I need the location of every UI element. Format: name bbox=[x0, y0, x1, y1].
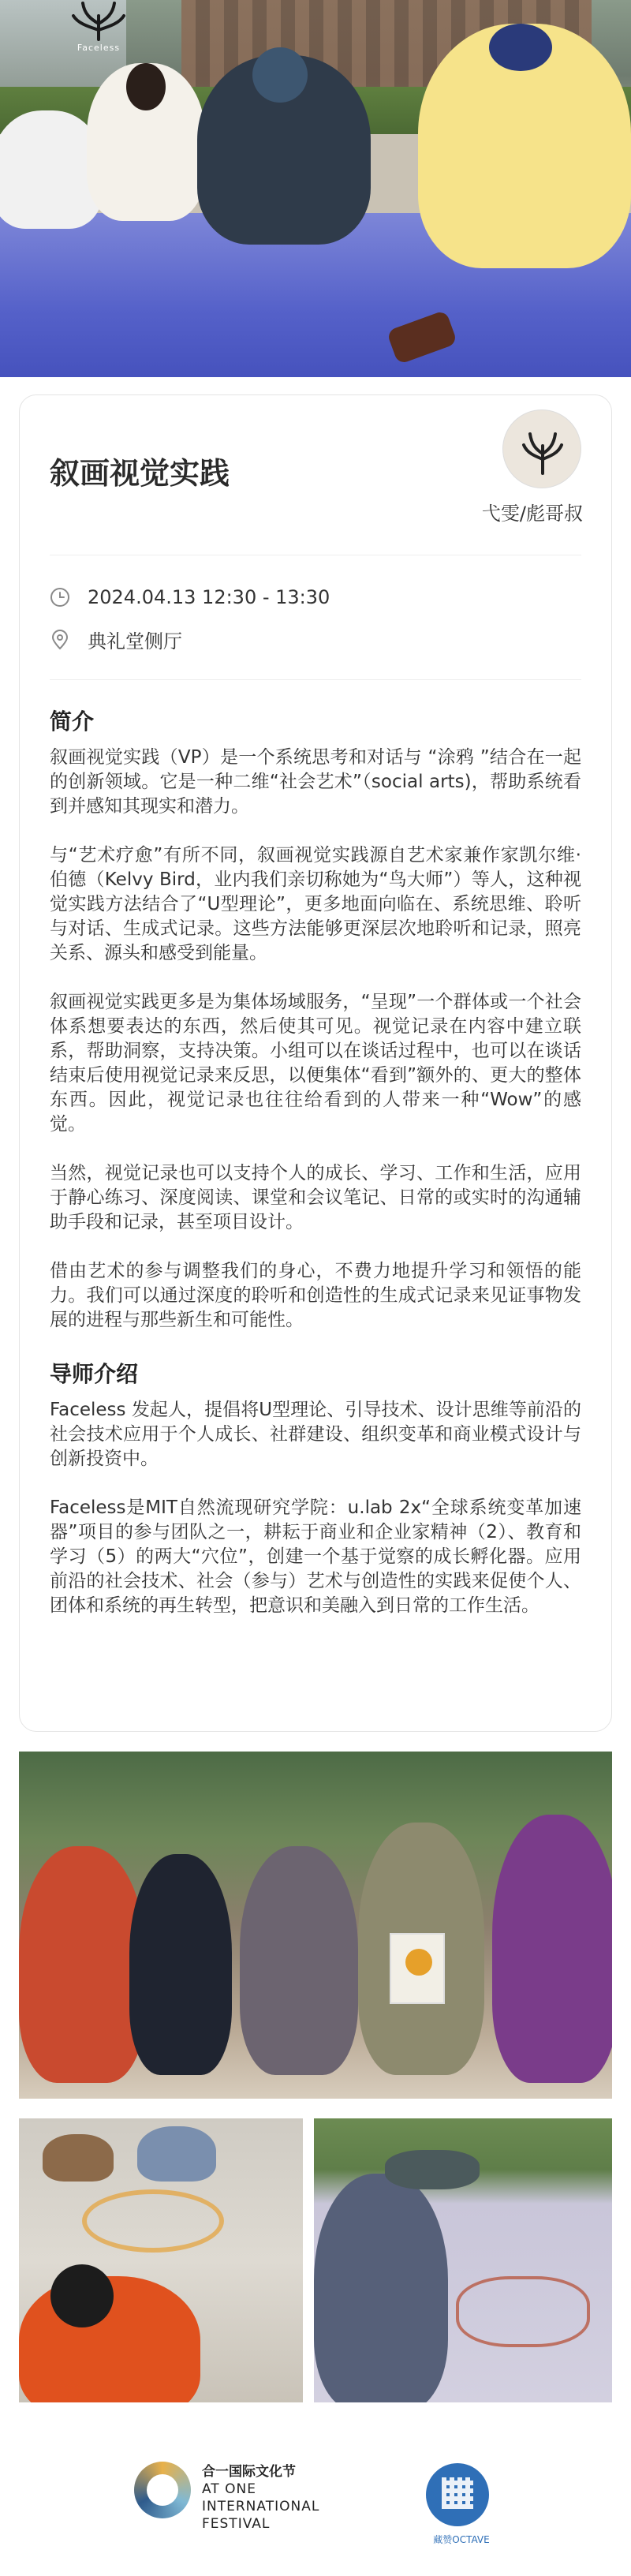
mentor-paragraph: Faceless是MIT自然流现研究学院：u.lab 2x“全球系统变革加速器”项目的参与团队之一，耕耘于商业和企业家精神（2）、教育和学习（5）的两大“穴位”，创建一个基于觉察的成长孵化器。应用前沿的社会技术、社会（参与）艺术与创造性的实践来促使个人、团体和系统的再生转型，把意识和美融入到日常的工作生活。 bbox=[50, 1497, 581, 1616]
mentor-paragraph: Faceless 发起人，提倡将U型理论、引导技术、设计思维等前沿的社会技术应用于个人成长、社群建设、组织变革和商业模式设计与创新投资中。 bbox=[50, 1400, 581, 1469]
gallery-photo[interactable] bbox=[314, 2118, 612, 2402]
gallery-photo[interactable] bbox=[19, 2118, 303, 2402]
intro-paragraph: 当然，视觉记录也可以支持个人的成长、学习、工作和生活，应用于静心练习、深度阅读、课堂和会议笔记、日常的或实时的沟通辅助手段和记录，甚至项目设计。 bbox=[50, 1163, 581, 1232]
event-description bbox=[50, 705, 581, 1643]
host-avatar[interactable] bbox=[502, 409, 581, 488]
faceless-tree-icon bbox=[67, 0, 130, 41]
intro-heading: 简介 bbox=[50, 708, 95, 735]
host-name: 弋雯/彪哥叔 bbox=[481, 503, 583, 525]
event-title: 叙画视觉实践 bbox=[50, 456, 230, 491]
intro-paragraph: 叙画视觉实践（VP）是一个系统思考和对话与 “涂鸦 ”结合在一起的创新领域。它是一种二维“社会艺术”（social arts)，帮助系统看到并感知其现实和潜力。 bbox=[50, 747, 581, 817]
intro-paragraph: 借由艺术的参与调整我们的身心，不费力地提升学习和领悟的能力。我们可以通过深度的聆听和创造性的生成式记录来见证事物发展的进程与那些新生和可能性。 bbox=[50, 1261, 581, 1330]
drawing-paper bbox=[390, 1933, 445, 2004]
at-one-festival-logo bbox=[134, 2462, 191, 2518]
divider bbox=[50, 679, 581, 680]
event-location: 典礼堂侧厅 bbox=[88, 630, 182, 652]
faceless-tree-icon bbox=[503, 410, 582, 489]
octave-logo bbox=[426, 2463, 489, 2526]
event-card bbox=[19, 394, 612, 1732]
at-one-festival-text: 合一国际文化节 AT ONE INTERNATIONAL FESTIVAL bbox=[202, 2464, 320, 2532]
location-pin-icon bbox=[50, 630, 70, 650]
mentor-heading: 导师介绍 bbox=[50, 1361, 139, 1387]
intro-paragraph: 与“艺术疗愈”有所不同，叙画视觉实践源自艺术家兼作家凯尔维·伯德（Kelvy Bird，业内我们亲切称她为“鸟大师”）等人，这种视觉实践方法结合了“U型理论”，更多地面向临在、系统思维、聆听与对话、生成式记录。这些方法能够更深层次地聆听和记录，照亮关系、源头和感受到能量。 bbox=[50, 845, 581, 963]
event-datetime-row bbox=[50, 586, 330, 608]
hero-photo bbox=[0, 0, 631, 377]
faceless-logo bbox=[55, 0, 142, 63]
clock-icon bbox=[50, 587, 70, 608]
octave-label: 藏赞OCTAVE bbox=[433, 2534, 490, 2545]
intro-paragraph: 叙画视觉实践更多是为集体场域服务，“呈现”一个群体或一个社会体系想要表达的东西，然后使其可见。视觉记录在内容中建立联系，帮助洞察，支持决策。小组可以在谈话过程中，也可以在谈话结束后使用视觉记录来反思，以便集体“看到”额外的、更大的整体东西。因此，视觉记录也往往给看到的人带来一种“Wow”的感觉。 bbox=[50, 992, 581, 1135]
faceless-logo-text: Faceless bbox=[77, 43, 121, 53]
event-datetime: 2024.04.13 12:30 - 13:30 bbox=[88, 586, 330, 608]
footer-sponsors bbox=[0, 2414, 631, 2576]
gallery-photo[interactable] bbox=[19, 1752, 612, 2099]
event-location-row[interactable] bbox=[50, 626, 182, 653]
